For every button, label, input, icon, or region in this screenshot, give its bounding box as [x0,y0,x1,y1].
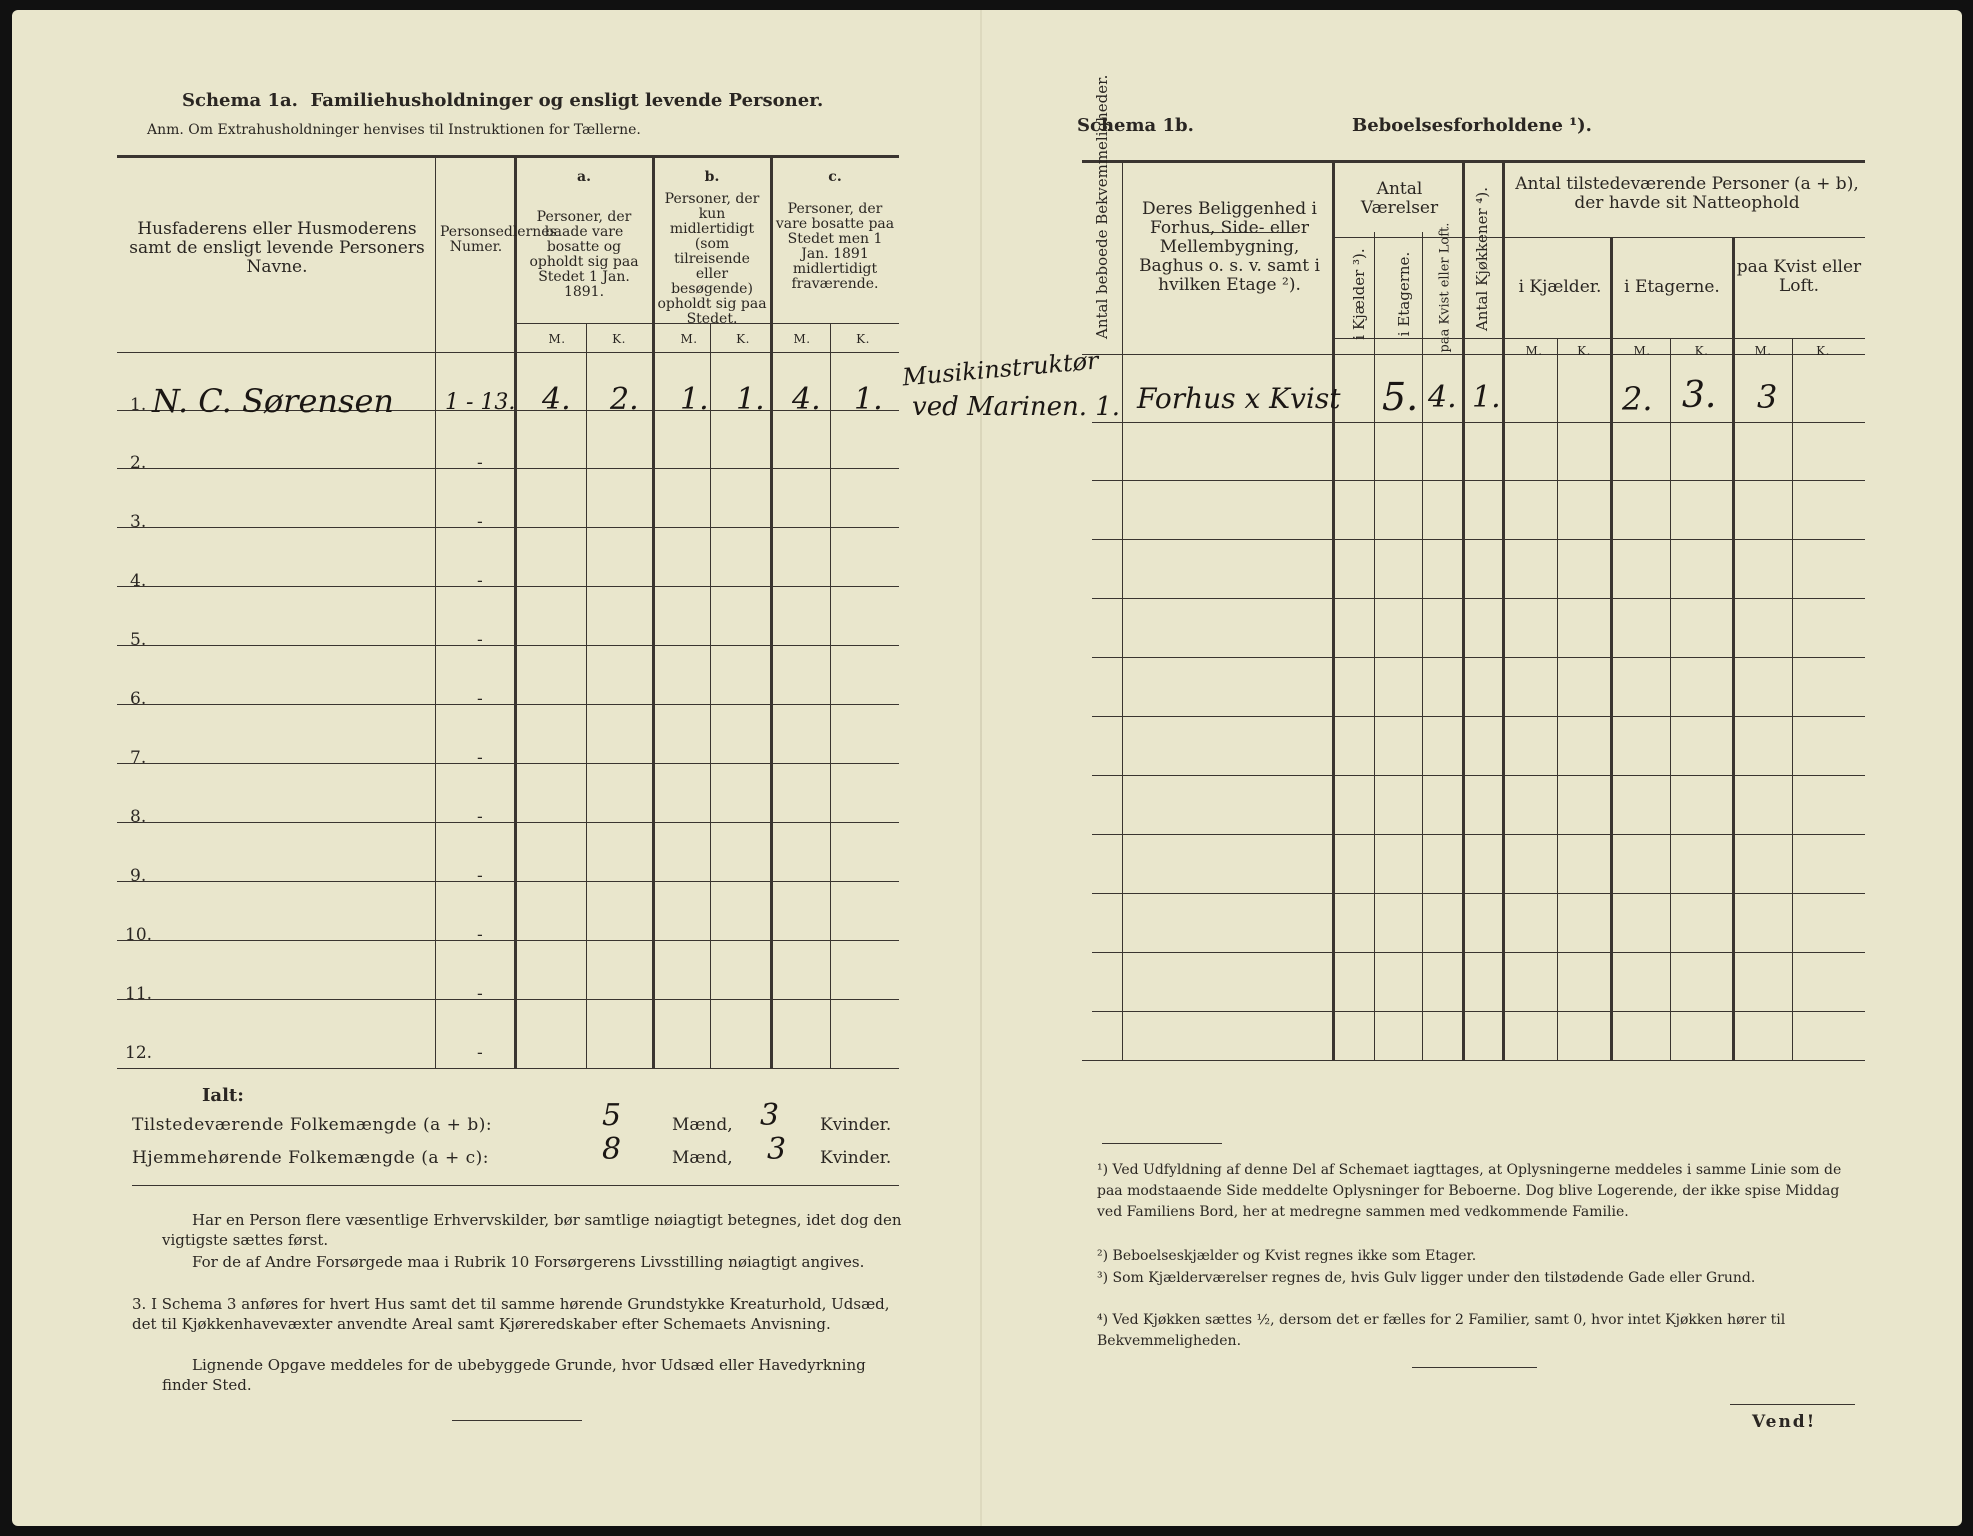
kvist-m-value: 3 [1757,378,1778,416]
a-m-value: 4. [542,382,571,417]
right-col-line [1502,160,1505,1060]
col-c-header: Personer, der vare bosatte paa Stedet men 1 Jan. 1891 midlertidigt fraværende. [775,201,895,292]
numer-header: Personsedlernes Numer. [440,224,557,255]
numer-cell: - [477,925,483,945]
maend-label: Mænd, [672,1148,733,1168]
left-col-line [770,155,773,1068]
row-number: 8. [130,807,147,827]
row-number: 3. [130,512,147,532]
hjemme-label: Hjemmehørende Folkemængde (a + c): [132,1148,489,1168]
row-rule [117,763,899,764]
m-label: M. [793,332,811,346]
left-col-line [652,155,655,1068]
note-4: Lignende Opgave meddeles for de ubebyggede Grunde, hvor Udsæd eller Havedyrkning finder Sted. [162,1356,866,1394]
numer-cell: - [477,984,483,1004]
row-rule [1092,716,1865,717]
row-number: 4. [130,571,147,591]
note-1: Har en Person flere væsentlige Erhvervskilder, bør samtlige nøiagtigt betegnes, idet dog den vigtigste sættes først. [162,1211,902,1249]
k-label: K. [856,332,870,346]
hjemme-women: 3 [767,1132,787,1167]
left-title-text: Familiehusholdninger og ensligt levende Personer. [310,90,824,111]
row-rule [1092,775,1865,776]
note-3: 3. I Schema 3 anføres for hvert Hus samt det til samme hørende Grundstykke Kreaturhold, Udsæd, det til Kjøkkenhavevæxter anvendte Areal samt Kjøreredskaber efter Schemaets Anvisning. [132,1295,890,1333]
vend-label: Vend! [1752,1412,1817,1432]
numer-cell: - [477,807,483,827]
page-fold [980,10,982,1526]
tilstede-women: 3 [760,1098,780,1133]
row-rule [1092,952,1865,953]
numer-cell: - [477,866,483,886]
k-label: K. [1577,344,1591,358]
note-2: For de af Andre Forsørgede maa i Rubrik 10 Forsørgerens Livsstilling nøiagtigt angives. [192,1253,865,1271]
right-col-line [1374,232,1375,1060]
row-number: 7. [130,748,147,768]
m-label: M. [1525,344,1543,358]
k-label: K. [1816,344,1830,358]
row-number: 9. [130,866,147,886]
maend-label: Mænd, [672,1115,733,1135]
row-number: 5. [130,630,147,650]
c-k-value: 1. [854,382,883,417]
a-k-value: 2. [610,382,639,417]
col-a-header: Personer, der baade vare bosatte og opholdt sig paa Stedet 1 Jan. 1891. [529,209,639,300]
left-col-line [514,155,517,1068]
col-c-letter: c. [828,169,842,185]
etagerne-m-value: 2. [1622,380,1653,418]
left-col-line [435,155,436,1068]
right-col-line [1732,237,1735,1060]
footnote-2: ²) Beboelseskjælder og Kvist regnes ikke som Etager. [1097,1248,1477,1264]
i-kjaelder-header: i Kjælder ³). [1350,248,1368,340]
k-label: K. [1694,344,1709,358]
right-mk-rule [1335,338,1865,339]
right-top-rule [1082,160,1865,163]
numer-cell: - [477,630,483,650]
paa-kvist-header: paa Kvist eller Loft. [1437,222,1453,353]
row-rule [1092,1011,1865,1012]
left-header-rule [117,352,899,353]
row-rule [1092,598,1865,599]
kvist-value: 4. [1428,380,1457,415]
ialt-label: Ialt: [202,1085,244,1106]
hjemme-men: 8 [602,1132,622,1167]
occupation-line-1: Musikinstruktør [901,346,1100,392]
vend-rule [1730,1404,1855,1405]
tilstede-men: 5 [602,1098,622,1133]
row-number: 1. [130,395,147,415]
row-number: 11. [125,984,153,1004]
footnote-end-rule [1412,1367,1537,1368]
p-etagerne-header: i Etagerne. [1624,277,1720,297]
b-m-value: 1. [680,382,709,417]
row-number: 10. [125,925,153,945]
row-number: 12. [125,1043,153,1063]
p-kjaelder-header: i Kjælder. [1518,277,1602,297]
row-rule [117,940,899,941]
etagerne-value: 5. [1382,375,1419,419]
p-kvist-header: paa Kvist eller Loft. [1736,257,1862,296]
numer-cell: 1 - 13. [445,390,516,415]
numer-cell: - [477,1043,483,1063]
right-title-prefix: Schema 1b. [1077,115,1194,136]
k-label: K. [736,332,750,346]
census-sheet [12,10,1962,1526]
numer-cell: - [477,689,483,709]
left-title-prefix: Schema 1a. [182,90,298,111]
footnote-4: ⁴) Ved Kjøkken sættes ½, dersom det er fælles for 2 Familier, samt 0, hvor intet Kjøkken hører til Bekvemmeligheden. [1097,1312,1786,1349]
m-label: M. [548,332,566,346]
antal-kjokkener-header: Antal Kjøkkener ⁴). [1473,186,1491,332]
footnote-1: ¹) Ved Udfyldning af denne Del af Schemaet iagttages, at Oplysningerne meddeles i samme Linie som de paa modstaaende Side meddelte Oplysninger for Beboerne. Dog blive Logerende, der ikke spise Middag ved Familiens Bord, her at medregne sammen med vedkommende Familie. [1097,1162,1842,1220]
left-anm: Anm. Om Extrahusholdninger henvises til Instruktionen for Tællerne. [147,122,641,138]
notes-end-rule [452,1420,582,1421]
col-a-letter: a. [577,169,591,185]
c-m-value: 4. [792,382,821,417]
left-col-line [586,323,587,1068]
beliggenhed-value: Forhus x Kvist [1137,382,1341,415]
right-title-text: Beboelsesforholdene ¹). [1352,115,1592,136]
right-col-line [1332,160,1335,1060]
row-number: 2. [130,453,147,473]
antal-vaerelser-header: Antal Værelser [1360,179,1439,218]
row-rule [1092,657,1865,658]
row-rule [117,527,899,528]
k-label: K. [612,332,626,346]
row-rule [117,822,899,823]
left-col-line [830,323,831,1068]
tilstede-label: Tilstedeværende Folkemængde (a + b): [132,1115,493,1135]
row-number: 6. [130,689,147,709]
numer-cell: - [477,571,483,591]
row-rule [117,586,899,587]
col-b-header: Personer, der kun midlertidigt (som tilreisende eller besøgende) opholdt sig paa Stedet. [657,191,767,327]
household-name: N. C. Sørensen [152,382,394,420]
row-rule [1092,539,1865,540]
beliggenhed-header: Deres Beliggenhed i Forhus, Side- eller Mellembygning, Baghus o. s. v. samt i hvilken Etage ²). [1139,199,1320,295]
totals-rule [132,1185,899,1186]
right-bottom-rule [1082,1060,1865,1061]
kjokkener-value: 1. [1472,380,1501,415]
row-rule [117,704,899,705]
col-b-letter: b. [704,169,720,185]
row-rule [117,999,899,1000]
names-header: Husfaderens eller Husmoderens samt de ensligt levende Personers Navne. [129,219,425,277]
m-label: M. [680,332,698,346]
row-rule [117,468,899,469]
row-rule [1092,893,1865,894]
footnote-rule [1102,1143,1222,1144]
tilstede-header: Antal tilstedeværende Personer (a + b), der havde sit Natteophold [1515,174,1859,213]
row-rule [117,881,899,882]
b-k-value: 1. [736,382,765,417]
etagerne-k-value: 3. [1682,375,1717,416]
left-bottom-rule [117,1068,899,1069]
natteophold-rule [1335,237,1865,238]
left-top-rule [117,155,899,158]
antal-beboede-header: Antal beboede Bekvemmeligheder. [1093,74,1111,339]
row-rule [1092,480,1865,481]
right-col-line [1422,232,1423,1060]
kvinder-label: Kvinder. [820,1115,892,1135]
numer-cell: - [477,748,483,768]
kvinder-label: Kvinder. [820,1148,892,1168]
i-etagerne-header: i Etagerne. [1395,251,1413,337]
right-col-line [1462,160,1465,1060]
row-rule [1092,834,1865,835]
occupation-line-2: ved Marinen. 1. [912,392,1121,422]
m-label: M. [1633,344,1651,358]
left-col-line [710,323,711,1068]
m-label: M. [1754,344,1772,358]
footnote-3: ³) Som Kjælderværelser regnes de, hvis Gulv ligger under den tilstødende Gade eller Grund. [1097,1270,1756,1286]
left-title [182,90,823,111]
row-rule [1092,422,1865,423]
right-col-line [1610,237,1613,1060]
numer-cell: - [477,512,483,532]
numer-cell: - [477,453,483,473]
row-rule [117,645,899,646]
right-col-line [1122,160,1123,1060]
